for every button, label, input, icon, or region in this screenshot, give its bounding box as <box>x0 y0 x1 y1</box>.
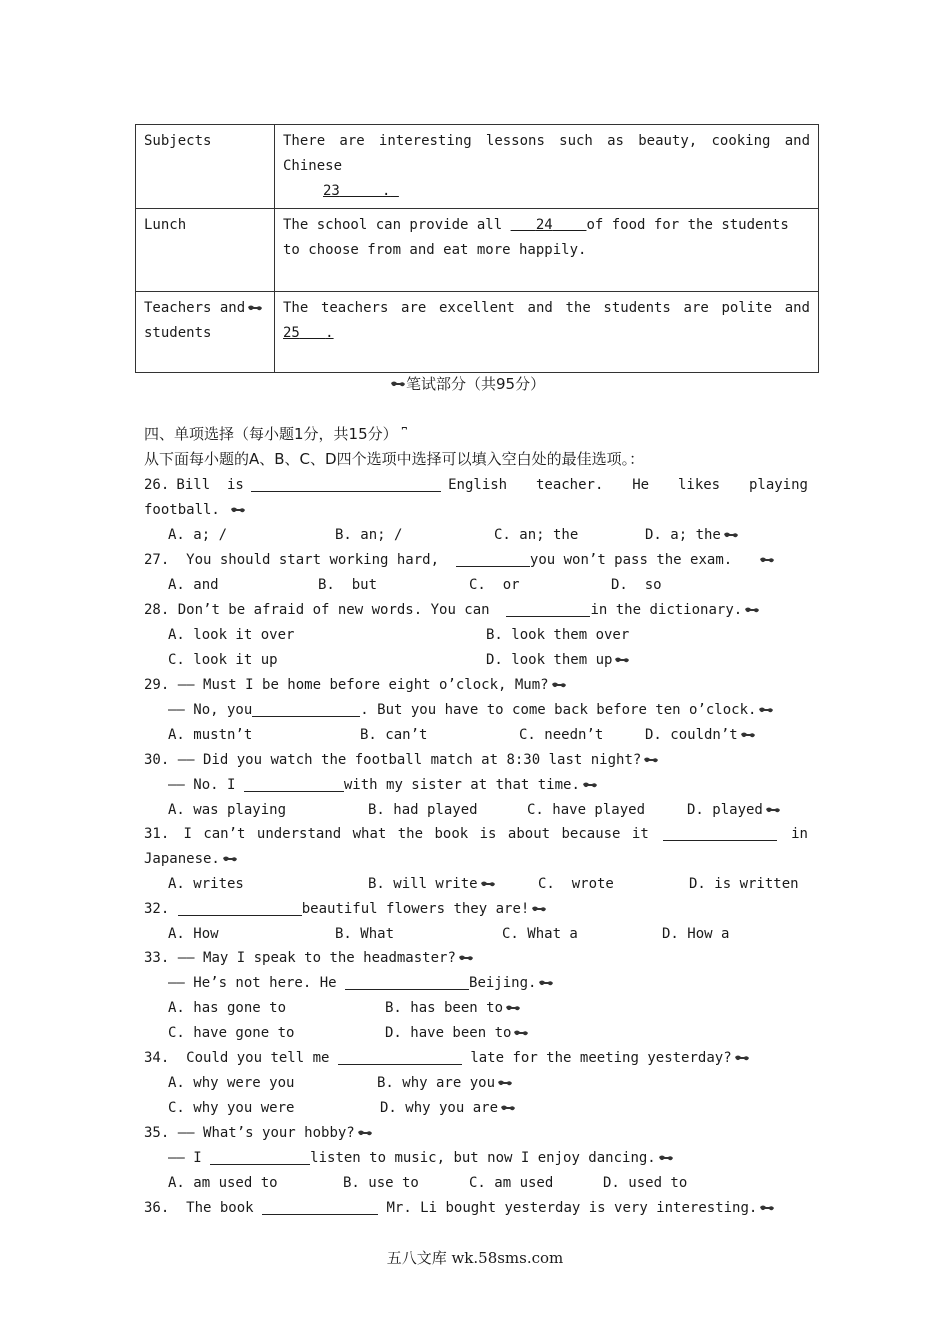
enter-mark-icon <box>658 1154 674 1163</box>
enter-mark-icon <box>505 1004 521 1013</box>
section-title-text: 笔试部分（共95分） <box>406 375 546 393</box>
blank-number: 24 <box>535 217 553 233</box>
option-d[interactable] <box>380 1098 516 1118</box>
question-36 <box>144 1198 775 1218</box>
option-b[interactable]: B. an; / <box>335 527 403 543</box>
question-30-reply <box>168 775 598 795</box>
blank-23 <box>323 183 399 199</box>
answer-blank[interactable] <box>506 600 590 617</box>
blank-25 <box>283 325 334 341</box>
table-row <box>136 209 819 292</box>
question-text: listen to music, but now I enjoy dancing. <box>310 1150 656 1166</box>
cell-text: of food for the students to choose from and eat more happily. <box>283 217 789 258</box>
option-d[interactable]: D. so <box>611 577 662 593</box>
question-text: late for the meeting yesterday? <box>470 1050 732 1066</box>
question-text: You should start working hard, <box>186 552 440 568</box>
question-text: in the dictionary. <box>590 602 743 618</box>
enter-mark-icon <box>723 531 739 540</box>
enter-mark-icon <box>480 880 496 889</box>
enter-mark-icon <box>734 1054 750 1063</box>
enter-mark-icon <box>582 781 598 790</box>
option-a[interactable]: A. a; / <box>168 527 228 543</box>
enter-mark-icon <box>759 1204 775 1213</box>
answer-blank[interactable] <box>663 824 777 841</box>
question-text: I can’t understand what the book is about because it <box>183 826 649 842</box>
question-text: Beijing. <box>469 975 537 991</box>
info-table <box>135 124 819 373</box>
question-text: —— I <box>168 1150 202 1166</box>
table-cell-label <box>136 209 275 292</box>
answer-blank[interactable] <box>262 1198 378 1215</box>
option-d[interactable] <box>645 725 756 745</box>
enter-mark-icon <box>357 1129 373 1138</box>
blank-suffix: . <box>382 183 391 199</box>
enter-mark-icon <box>247 304 263 313</box>
question-number: 29. <box>144 677 170 693</box>
question-35 <box>144 1123 373 1143</box>
answer-blank[interactable] <box>456 550 530 567</box>
option-b[interactable]: B. What <box>335 926 395 942</box>
question-text: —— Did you watch the football match at 8:30 last night? <box>177 752 642 768</box>
cell-text: The teachers are excellent and the students are polite and <box>283 300 810 316</box>
answer-blank[interactable] <box>345 973 469 990</box>
question-text: in <box>791 826 808 842</box>
question-text: with my sister at that time. <box>343 777 580 793</box>
question-26-cont <box>144 500 246 520</box>
question-text: —— Must I be home before eight o’clock, Mum? <box>177 677 549 693</box>
cell-blank-line <box>283 179 810 204</box>
option-a[interactable]: A. why were you <box>168 1075 295 1091</box>
question-text: —— He’s not here. He <box>168 975 337 991</box>
part-instruction: 从下面每小题的A、B、C、D四个选项中选择可以填入空白处的最佳选项。： <box>144 450 645 468</box>
option-text: B. has been to <box>385 1000 504 1016</box>
option-b[interactable] <box>368 874 496 894</box>
option-text: B. why are you <box>377 1075 496 1091</box>
option-b[interactable]: B. can’t <box>360 727 428 743</box>
question-text: football. <box>144 502 220 518</box>
option-c[interactable]: C. or <box>469 577 520 593</box>
part-heading: 四、单项选择（每小题1分，共15分） ⎴ <box>144 425 407 443</box>
question-text: —— No. I <box>168 777 236 793</box>
enter-mark-icon <box>222 855 238 864</box>
option-c[interactable]: C. an; the <box>494 527 579 543</box>
question-number: 27. <box>144 552 170 568</box>
cell-text: students <box>144 325 212 341</box>
option-text: D. why you are <box>380 1100 499 1116</box>
enter-mark-icon <box>744 606 760 615</box>
page-footer: 五八文库 wk.58sms.com <box>386 1249 564 1267</box>
question-number: 30. <box>144 752 170 768</box>
question-34 <box>144 1048 750 1068</box>
cell-text: Lunch <box>144 217 187 233</box>
blank-suffix: . <box>325 325 334 341</box>
enter-mark-icon <box>500 1104 516 1113</box>
question-text: —— What’s your hobby? <box>177 1125 355 1141</box>
option-d[interactable]: D. How a <box>662 926 730 942</box>
question-number: 33. <box>144 950 170 966</box>
option-b[interactable]: B. but <box>318 577 378 593</box>
option-d[interactable] <box>385 1023 529 1043</box>
cell-text: There are interesting lessons such as beauty, cooking and Chinese <box>283 133 810 174</box>
option-text: B. will write <box>368 876 478 892</box>
enter-mark-icon <box>390 380 406 389</box>
blank-24 <box>511 217 587 233</box>
question-number: 36. <box>144 1200 170 1216</box>
answer-blank[interactable] <box>338 1048 462 1065</box>
answer-blank[interactable] <box>252 700 360 717</box>
enter-mark-icon <box>740 731 756 740</box>
enter-mark-icon <box>551 681 567 690</box>
option-d[interactable]: D. is written <box>689 876 799 892</box>
question-number: 32. <box>144 901 170 917</box>
option-c[interactable]: C. am used <box>469 1175 554 1191</box>
question-text: Bill is <box>176 477 244 493</box>
question-number: 28. <box>144 602 170 618</box>
option-b[interactable]: B. use to <box>343 1175 419 1191</box>
question-number: 35. <box>144 1125 170 1141</box>
table-cell-text <box>275 209 819 292</box>
question-text: . But you have to come back before ten o’clock. <box>360 702 757 718</box>
enter-mark-icon <box>497 1079 513 1088</box>
question-28 <box>144 600 760 620</box>
option-a[interactable]: A. mustn’t <box>168 727 253 743</box>
question-31 <box>144 824 808 844</box>
option-a[interactable]: A. look it over <box>168 627 295 643</box>
enter-mark-icon <box>230 506 246 515</box>
option-c[interactable]: C. needn’t <box>519 727 604 743</box>
question-30 <box>144 750 659 770</box>
table-cell-text <box>275 292 819 373</box>
option-text: D. played <box>687 802 763 818</box>
option-c[interactable]: C. have played <box>527 802 646 818</box>
enter-mark-icon <box>765 806 781 815</box>
option-a[interactable]: A. has gone to <box>168 1000 287 1016</box>
question-text: The book <box>186 1200 254 1216</box>
enter-mark-icon <box>758 706 774 715</box>
option-a[interactable]: A. How <box>168 926 219 942</box>
question-text: beautiful flowers they are! <box>301 901 530 917</box>
option-b[interactable] <box>377 1073 513 1093</box>
table-row <box>136 292 819 373</box>
option-text: D. have been to <box>385 1025 512 1041</box>
enter-mark-icon <box>643 756 659 765</box>
table-cell-label <box>136 125 275 209</box>
answer-blank[interactable] <box>210 1148 310 1165</box>
option-c[interactable]: C. What a <box>502 926 578 942</box>
option-text: D. look them up <box>486 652 613 668</box>
question-32 <box>144 899 547 919</box>
question-text: Japanese. <box>144 851 220 867</box>
question-33-reply <box>168 973 554 993</box>
answer-blank[interactable] <box>251 475 441 492</box>
option-a[interactable]: A. writes <box>168 876 244 892</box>
option-a[interactable]: A. am used to <box>168 1175 278 1191</box>
option-c[interactable]: C. look it up <box>168 652 278 668</box>
question-33 <box>144 948 474 968</box>
question-text: —— No, you <box>168 702 253 718</box>
option-c[interactable]: C. why you were <box>168 1100 295 1116</box>
option-text: D. a; the <box>645 527 721 543</box>
enter-mark-icon <box>614 656 630 665</box>
option-a[interactable]: A. was playing <box>168 802 287 818</box>
option-d[interactable]: D. used to <box>603 1175 688 1191</box>
cell-text: The school can provide all <box>283 217 511 233</box>
question-text: Don’t be afraid of new words. You can <box>177 602 490 618</box>
blank-number: 23 <box>323 183 340 199</box>
enter-mark-icon <box>458 954 474 963</box>
answer-blank[interactable] <box>178 899 302 916</box>
enter-mark-icon <box>531 905 547 914</box>
cell-blank-line <box>283 321 810 346</box>
option-text: D. couldn’t <box>645 727 738 743</box>
answer-blank[interactable] <box>244 775 344 792</box>
enter-mark-icon <box>759 556 775 565</box>
question-number: 31. <box>144 826 170 842</box>
option-b[interactable]: B. look them over <box>486 627 630 643</box>
question-text: you won’t pass the exam. <box>529 552 733 568</box>
enter-mark-icon <box>538 979 554 988</box>
option-a[interactable]: A. and <box>168 577 219 593</box>
option-d[interactable] <box>645 525 739 545</box>
option-d[interactable] <box>687 800 781 820</box>
section-title <box>388 374 545 394</box>
question-number: 26. <box>144 477 170 493</box>
option-b[interactable] <box>385 998 521 1018</box>
question-31-cont <box>144 849 238 869</box>
question-text: —— May I speak to the headmaster? <box>177 950 456 966</box>
blank-number: 25 <box>283 325 300 341</box>
question-number: 34. <box>144 1050 170 1066</box>
question-text: Could you tell me <box>186 1050 330 1066</box>
question-29 <box>144 675 567 695</box>
table-cell-text <box>275 125 819 209</box>
question-27 <box>144 550 775 570</box>
question-text: Mr. Li bought yesterday is very interesting. <box>386 1200 758 1216</box>
question-26 <box>144 475 808 495</box>
option-c[interactable]: C. wrote <box>538 876 614 892</box>
option-c[interactable]: C. have gone to <box>168 1025 295 1041</box>
table-cell-label <box>136 292 275 373</box>
question-29-reply <box>168 700 774 720</box>
question-text: English teacher. He likes playing <box>448 477 808 493</box>
part-heading-text: 四、单项选择（每小题1分，共15分） <box>144 425 398 443</box>
option-d[interactable] <box>486 650 630 670</box>
question-35-reply <box>168 1148 674 1168</box>
cell-text: Teachers and <box>144 300 246 316</box>
enter-mark-icon <box>513 1029 529 1038</box>
cell-text: Subjects <box>144 133 212 149</box>
table-row <box>136 125 819 209</box>
option-b[interactable]: B. had played <box>368 802 478 818</box>
